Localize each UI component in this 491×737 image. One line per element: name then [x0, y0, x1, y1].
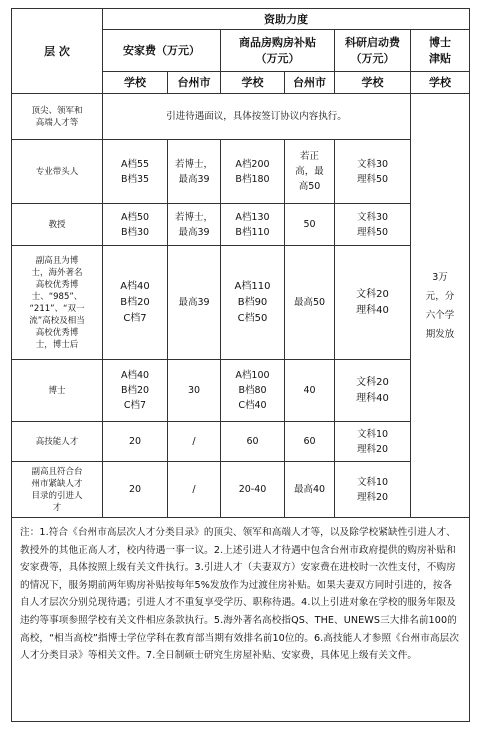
- settle-city-header-text: 台州市: [177, 75, 211, 89]
- housing-header-line-1: 商品房购房补贴: [239, 35, 316, 49]
- value-line: 20-40: [238, 484, 267, 495]
- value-line: 最高40: [293, 484, 326, 495]
- research-cell: [335, 360, 411, 422]
- level-line: 副高且为博: [35, 255, 79, 266]
- phd-allowance-line: 六个学: [425, 309, 455, 321]
- value-line: 理科40: [356, 392, 389, 404]
- value-line: 文科30: [356, 158, 389, 170]
- talent-policy-document: [11, 8, 469, 735]
- research-cell: [335, 140, 411, 204]
- value-line: /: [192, 436, 196, 447]
- value-line: B档90: [237, 296, 268, 308]
- phd-header-line-2: 津贴: [429, 51, 451, 65]
- research-cell: [335, 204, 411, 246]
- notes-cell: [12, 518, 470, 722]
- value-line: 最高39: [178, 173, 210, 185]
- value-line: C档50: [237, 312, 268, 324]
- settle-city-cell: [168, 422, 221, 462]
- level-cell: [12, 422, 103, 462]
- housing-school-cell: [221, 422, 285, 462]
- negotiated-cell: [103, 94, 411, 140]
- settle-city-cell: [168, 204, 221, 246]
- level-cell: [12, 140, 103, 204]
- settle-city-cell: [168, 462, 221, 518]
- level-line: 博士: [48, 385, 66, 396]
- settle-school-header: [103, 72, 168, 94]
- table-row: [12, 462, 470, 518]
- level-line: 顶尖、领军和: [31, 105, 83, 116]
- value-line: 理科50: [356, 226, 389, 238]
- value-line: 最高39: [178, 226, 210, 238]
- negotiated-text: 引进待遇面议，具体按签订协议内容执行。: [166, 111, 347, 122]
- housing-school-cell: [221, 140, 285, 204]
- housing-city-cell: [285, 360, 335, 422]
- value-line: 文科20: [356, 376, 389, 388]
- value-line: 最高50: [293, 297, 326, 308]
- level-line: 流”高校及相当: [29, 315, 85, 326]
- value-line: 文科20: [356, 288, 389, 300]
- level-line: 士，博士后: [35, 339, 79, 350]
- research-header-line-2: （万元）: [350, 51, 395, 65]
- table-row: [12, 94, 470, 140]
- level-line: 专业带头人: [35, 166, 79, 177]
- phd-allowance-line: 期发放: [425, 328, 455, 340]
- housing-city-header: [285, 72, 335, 94]
- level-line: 高校优秀博: [35, 327, 79, 338]
- housing-subsidy-header: [221, 30, 335, 72]
- level-line: 目录的引进人: [31, 490, 83, 501]
- settle-city-cell: [168, 360, 221, 422]
- value-line: 20: [128, 484, 142, 495]
- value-line: B档180: [235, 173, 270, 185]
- table-row: [12, 246, 470, 360]
- value-line: 高50: [298, 181, 321, 192]
- settle-city-cell: [168, 246, 221, 360]
- value-line: 50: [303, 219, 316, 230]
- housing-city-cell: [285, 246, 335, 360]
- value-line: A档110: [234, 280, 271, 292]
- value-line: 若博士，: [174, 158, 213, 170]
- settle-city-cell: [168, 140, 221, 204]
- housing-school-cell: [221, 360, 285, 422]
- research-cell: [335, 422, 411, 462]
- value-line: A档100: [235, 370, 270, 381]
- funding-header-text: 资助力度: [264, 13, 308, 26]
- phd-allowance-cell: [411, 94, 470, 518]
- table-row: [12, 422, 470, 462]
- phd-allowance-line: 3万: [432, 271, 448, 283]
- level-line: 教授: [48, 219, 66, 230]
- level-header-text: 层 次: [44, 45, 70, 58]
- level-line: “211”、“双一: [29, 303, 85, 314]
- level-cell: [12, 94, 103, 140]
- research-cell: [335, 246, 411, 360]
- settle-school-header-text: 学校: [124, 75, 146, 89]
- value-line: A档55: [120, 158, 150, 170]
- table-row: [12, 360, 470, 422]
- value-line: 若正: [299, 151, 319, 162]
- level-line: 高校优秀博: [35, 279, 79, 290]
- value-line: 理科50: [356, 173, 389, 185]
- value-line: 文科30: [356, 211, 389, 223]
- value-line: 理科20: [356, 491, 389, 503]
- level-cell: [12, 204, 103, 246]
- phd-allowance-header: [411, 30, 470, 72]
- value-line: 理科20: [356, 443, 389, 455]
- table-row: [12, 204, 470, 246]
- value-line: 高，最: [295, 166, 324, 177]
- value-line: A档40: [120, 280, 150, 292]
- level-header: [12, 9, 103, 94]
- housing-city-cell: [285, 462, 335, 518]
- housing-school-cell: [221, 204, 285, 246]
- value-line: C档7: [123, 312, 147, 324]
- research-school-header-text: 学校: [361, 75, 384, 89]
- header-row-1: [12, 9, 470, 30]
- settle-city-header: [168, 72, 221, 94]
- housing-city-cell: [285, 204, 335, 246]
- value-line: 60: [303, 436, 316, 447]
- value-line: A档200: [235, 158, 270, 170]
- phd-school-header-text: 学校: [429, 75, 451, 89]
- value-line: B档30: [120, 226, 150, 238]
- settle-fee-header-text: 安家费（万元）: [123, 43, 200, 57]
- funding-header: [103, 9, 470, 30]
- research-cell: [335, 462, 411, 518]
- housing-school-cell: [221, 462, 285, 518]
- funding-table: [11, 8, 470, 722]
- value-line: B档80: [238, 385, 267, 396]
- level-line: 才: [52, 502, 62, 513]
- notes-row: [12, 518, 470, 722]
- settle-school-cell: [103, 360, 168, 422]
- value-line: 文科10: [356, 476, 389, 488]
- value-line: 最高39: [178, 297, 210, 308]
- research-school-header: [335, 72, 411, 94]
- housing-header-line-2: （万元）: [255, 51, 300, 65]
- level-cell: [12, 360, 103, 422]
- level-line: 士，海外著名: [31, 267, 83, 278]
- settle-school-cell: [103, 422, 168, 462]
- value-line: 理科40: [356, 304, 389, 316]
- level-line: 士、“985”、: [31, 291, 83, 302]
- housing-school-header-text: 学校: [241, 75, 264, 89]
- value-line: C档7: [123, 400, 147, 411]
- settle-fee-header: [103, 30, 221, 72]
- housing-city-header-text: 台州市: [293, 75, 326, 89]
- level-line: 高技能人才: [35, 436, 79, 447]
- housing-school-cell: [221, 246, 285, 360]
- phd-school-header: [411, 72, 470, 94]
- settle-school-cell: [103, 204, 168, 246]
- value-line: A档50: [120, 211, 150, 223]
- notes-text: 注：1.符合《台州市高层次人才分类目录》的顶尖、领军和高端人才等，以及除学校紧缺性引进人才、教授外的其他正高人才，校内待遇一事一议。2.上述引进人才待遇中包含台州市政府提供的购房补贴和安家费等，具体按照上级有关文件执行。3.引进人才（夫妻双方）安家费在进校时一次性支付，不购房的情况下，服务期前两年购房补贴按每年5%发放作为过渡住房补贴。如果夫妻双方同时引进的，按各自人才层次分别兑现待遇；引进人才不重复享受学历、职称待遇。4.以上引进对象在学校的服务年限及违约等事项参照学校有关文件相应条款执行。5.海外著名高校指QS、THE、UNEWS三大排名前100的高校，“相当高校”指博士学位学科在教育部当期有效排名前10位的。6.高技能人才参照《台州市高层次人才分类目录》等相关文件。7.全日制硕士研究生房屋补贴、安家费，具体见上级有关文件。: [20, 527, 460, 662]
- settle-school-cell: [103, 140, 168, 204]
- level-line: 副高且符合台: [31, 466, 83, 477]
- level-line: 高端人才等: [35, 117, 79, 128]
- level-line: 州市紧缺人才: [31, 478, 83, 489]
- settle-school-cell: [103, 246, 168, 360]
- value-line: 文科10: [356, 428, 389, 440]
- value-line: 60: [246, 436, 259, 447]
- value-line: B档20: [120, 296, 150, 308]
- value-line: 30: [187, 385, 201, 396]
- table-row: [12, 140, 470, 204]
- value-line: 20: [128, 436, 142, 447]
- value-line: A档40: [120, 370, 150, 381]
- phd-header-line-1: 博士: [429, 35, 451, 49]
- value-line: B档110: [235, 226, 270, 238]
- settle-school-cell: [103, 462, 168, 518]
- housing-city-cell: [285, 422, 335, 462]
- value-line: B档20: [120, 385, 150, 396]
- phd-allowance-line: 元，分: [425, 290, 455, 302]
- research-header-line-1: 科研启动费: [345, 35, 400, 49]
- value-line: 若博士，: [174, 211, 213, 223]
- value-line: /: [192, 484, 196, 495]
- value-line: A档130: [235, 211, 270, 223]
- level-cell: [12, 462, 103, 518]
- housing-city-cell: [285, 140, 335, 204]
- level-cell: [12, 246, 103, 360]
- housing-school-header: [221, 72, 285, 94]
- value-line: C档40: [238, 400, 267, 411]
- value-line: B档35: [120, 173, 150, 185]
- value-line: 40: [303, 385, 316, 396]
- research-fund-header: [335, 30, 411, 72]
